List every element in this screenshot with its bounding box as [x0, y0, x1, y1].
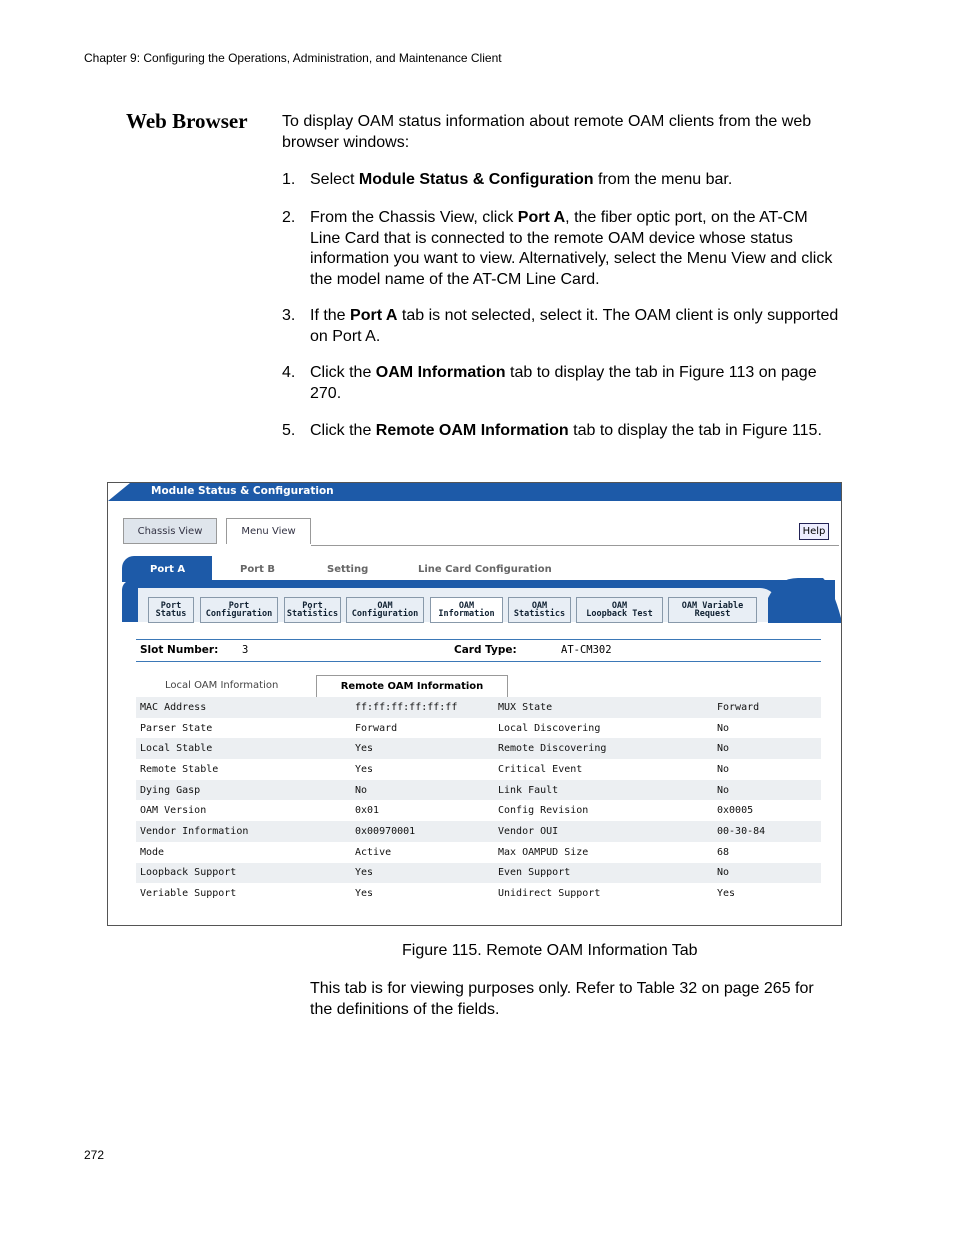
chassis-view-tab[interactable]: Chassis View: [123, 518, 217, 544]
intro-paragraph: To display OAM status information about remote OAM clients from the web browser windows:: [282, 113, 812, 151]
chapter-header: Chapter 9: Configuring the Operations, Administration, and Maintenance Client: [84, 51, 502, 65]
table-row: Loopback Support Yes Even Support No: [136, 863, 821, 884]
divider: [136, 639, 821, 640]
step-number: 5.: [282, 422, 296, 439]
oam-information-button[interactable]: OAM Information: [430, 597, 503, 623]
step-text: If the Port A tab is not selected, select it. The OAM client is only supported on Port A.: [310, 307, 839, 345]
menu-view-tab[interactable]: Menu View: [226, 518, 311, 544]
step-text: Select Module Status & Configuration from the menu bar.: [310, 171, 733, 188]
slot-number-label: Slot Number:: [140, 644, 219, 656]
table-row: Parser State Forward Local Discovering No: [136, 718, 821, 739]
oam-statistics-button[interactable]: OAM Statistics: [508, 597, 571, 623]
table-row: MAC Address ff:ff:ff:ff:ff:ff MUX State Forward: [136, 697, 821, 718]
closing-paragraph: This tab is for viewing purposes only. Refer to Table 32 on page 265 for the definitions of the fields.: [310, 980, 814, 1018]
tab-port-b[interactable]: Port B: [240, 564, 276, 575]
step-text: From the Chassis View, click Port A, the fiber optic port, on the AT-CM Line Card that is connected to the remote OAM device whose status information you want to view. Alternatively, select the Menu View and click the model name of the AT-CM Line Card.: [310, 209, 833, 288]
divider: [311, 545, 839, 546]
divider: [136, 661, 821, 662]
step-number: 2.: [282, 209, 296, 226]
figure-caption: Figure 115. Remote OAM Information Tab: [402, 942, 698, 959]
oam-configuration-button[interactable]: OAM Configuration: [346, 597, 424, 623]
table-row: Mode Active Max OAMPUD Size 68: [136, 842, 821, 863]
table-row: Veriable Support Yes Unidirect Support Yes: [136, 883, 821, 904]
title-bar-label: Module Status & Configuration: [151, 485, 334, 497]
oam-variable-request-button[interactable]: OAM Variable Request: [668, 597, 757, 623]
page-number: 272: [84, 1148, 105, 1162]
tab-port-a[interactable]: Port A: [122, 556, 212, 582]
card-type-value: AT-CM302: [561, 644, 612, 656]
step-number: 4.: [282, 364, 296, 381]
tab-remote-oam-information[interactable]: Remote OAM Information: [316, 675, 508, 697]
remote-oam-table: [136, 697, 821, 904]
step-number: 1.: [282, 171, 296, 188]
step-text: Click the OAM Information tab to display the tab in Figure 113 on page 270.: [310, 364, 817, 402]
help-button[interactable]: Help: [799, 523, 829, 540]
tab-line-card-configuration[interactable]: Line Card Configuration: [418, 564, 552, 575]
oam-loopback-test-button[interactable]: OAM Loopback Test: [576, 597, 663, 623]
panel-curve: [768, 578, 841, 623]
step-text: Click the Remote OAM Information tab to display the tab in Figure 115.: [310, 422, 822, 439]
table-row: OAM Version 0x01 Config Revision 0x0005: [136, 800, 821, 821]
port-statistics-button[interactable]: Port Statistics: [284, 597, 341, 623]
table-row: Vendor Information 0x00970001 Vendor OUI 00-30-84: [136, 821, 821, 842]
table-row: Local Stable Yes Remote Discovering No: [136, 738, 821, 759]
tab-local-oam-information[interactable]: Local OAM Information: [165, 680, 279, 691]
slot-number-value: 3: [242, 644, 249, 656]
card-type-label: Card Type:: [454, 644, 517, 656]
tab-setting[interactable]: Setting: [327, 564, 369, 575]
title-bar: [108, 483, 841, 501]
step-number: 3.: [282, 307, 296, 324]
port-configuration-button[interactable]: Port Configuration: [200, 597, 278, 623]
port-status-button[interactable]: Port Status: [148, 597, 194, 623]
table-row: Remote Stable Yes Critical Event No: [136, 759, 821, 780]
section-title: Web Browser: [126, 109, 248, 133]
remote-oam-screenshot: [107, 482, 842, 926]
table-row: Dying Gasp No Link Fault No: [136, 780, 821, 801]
